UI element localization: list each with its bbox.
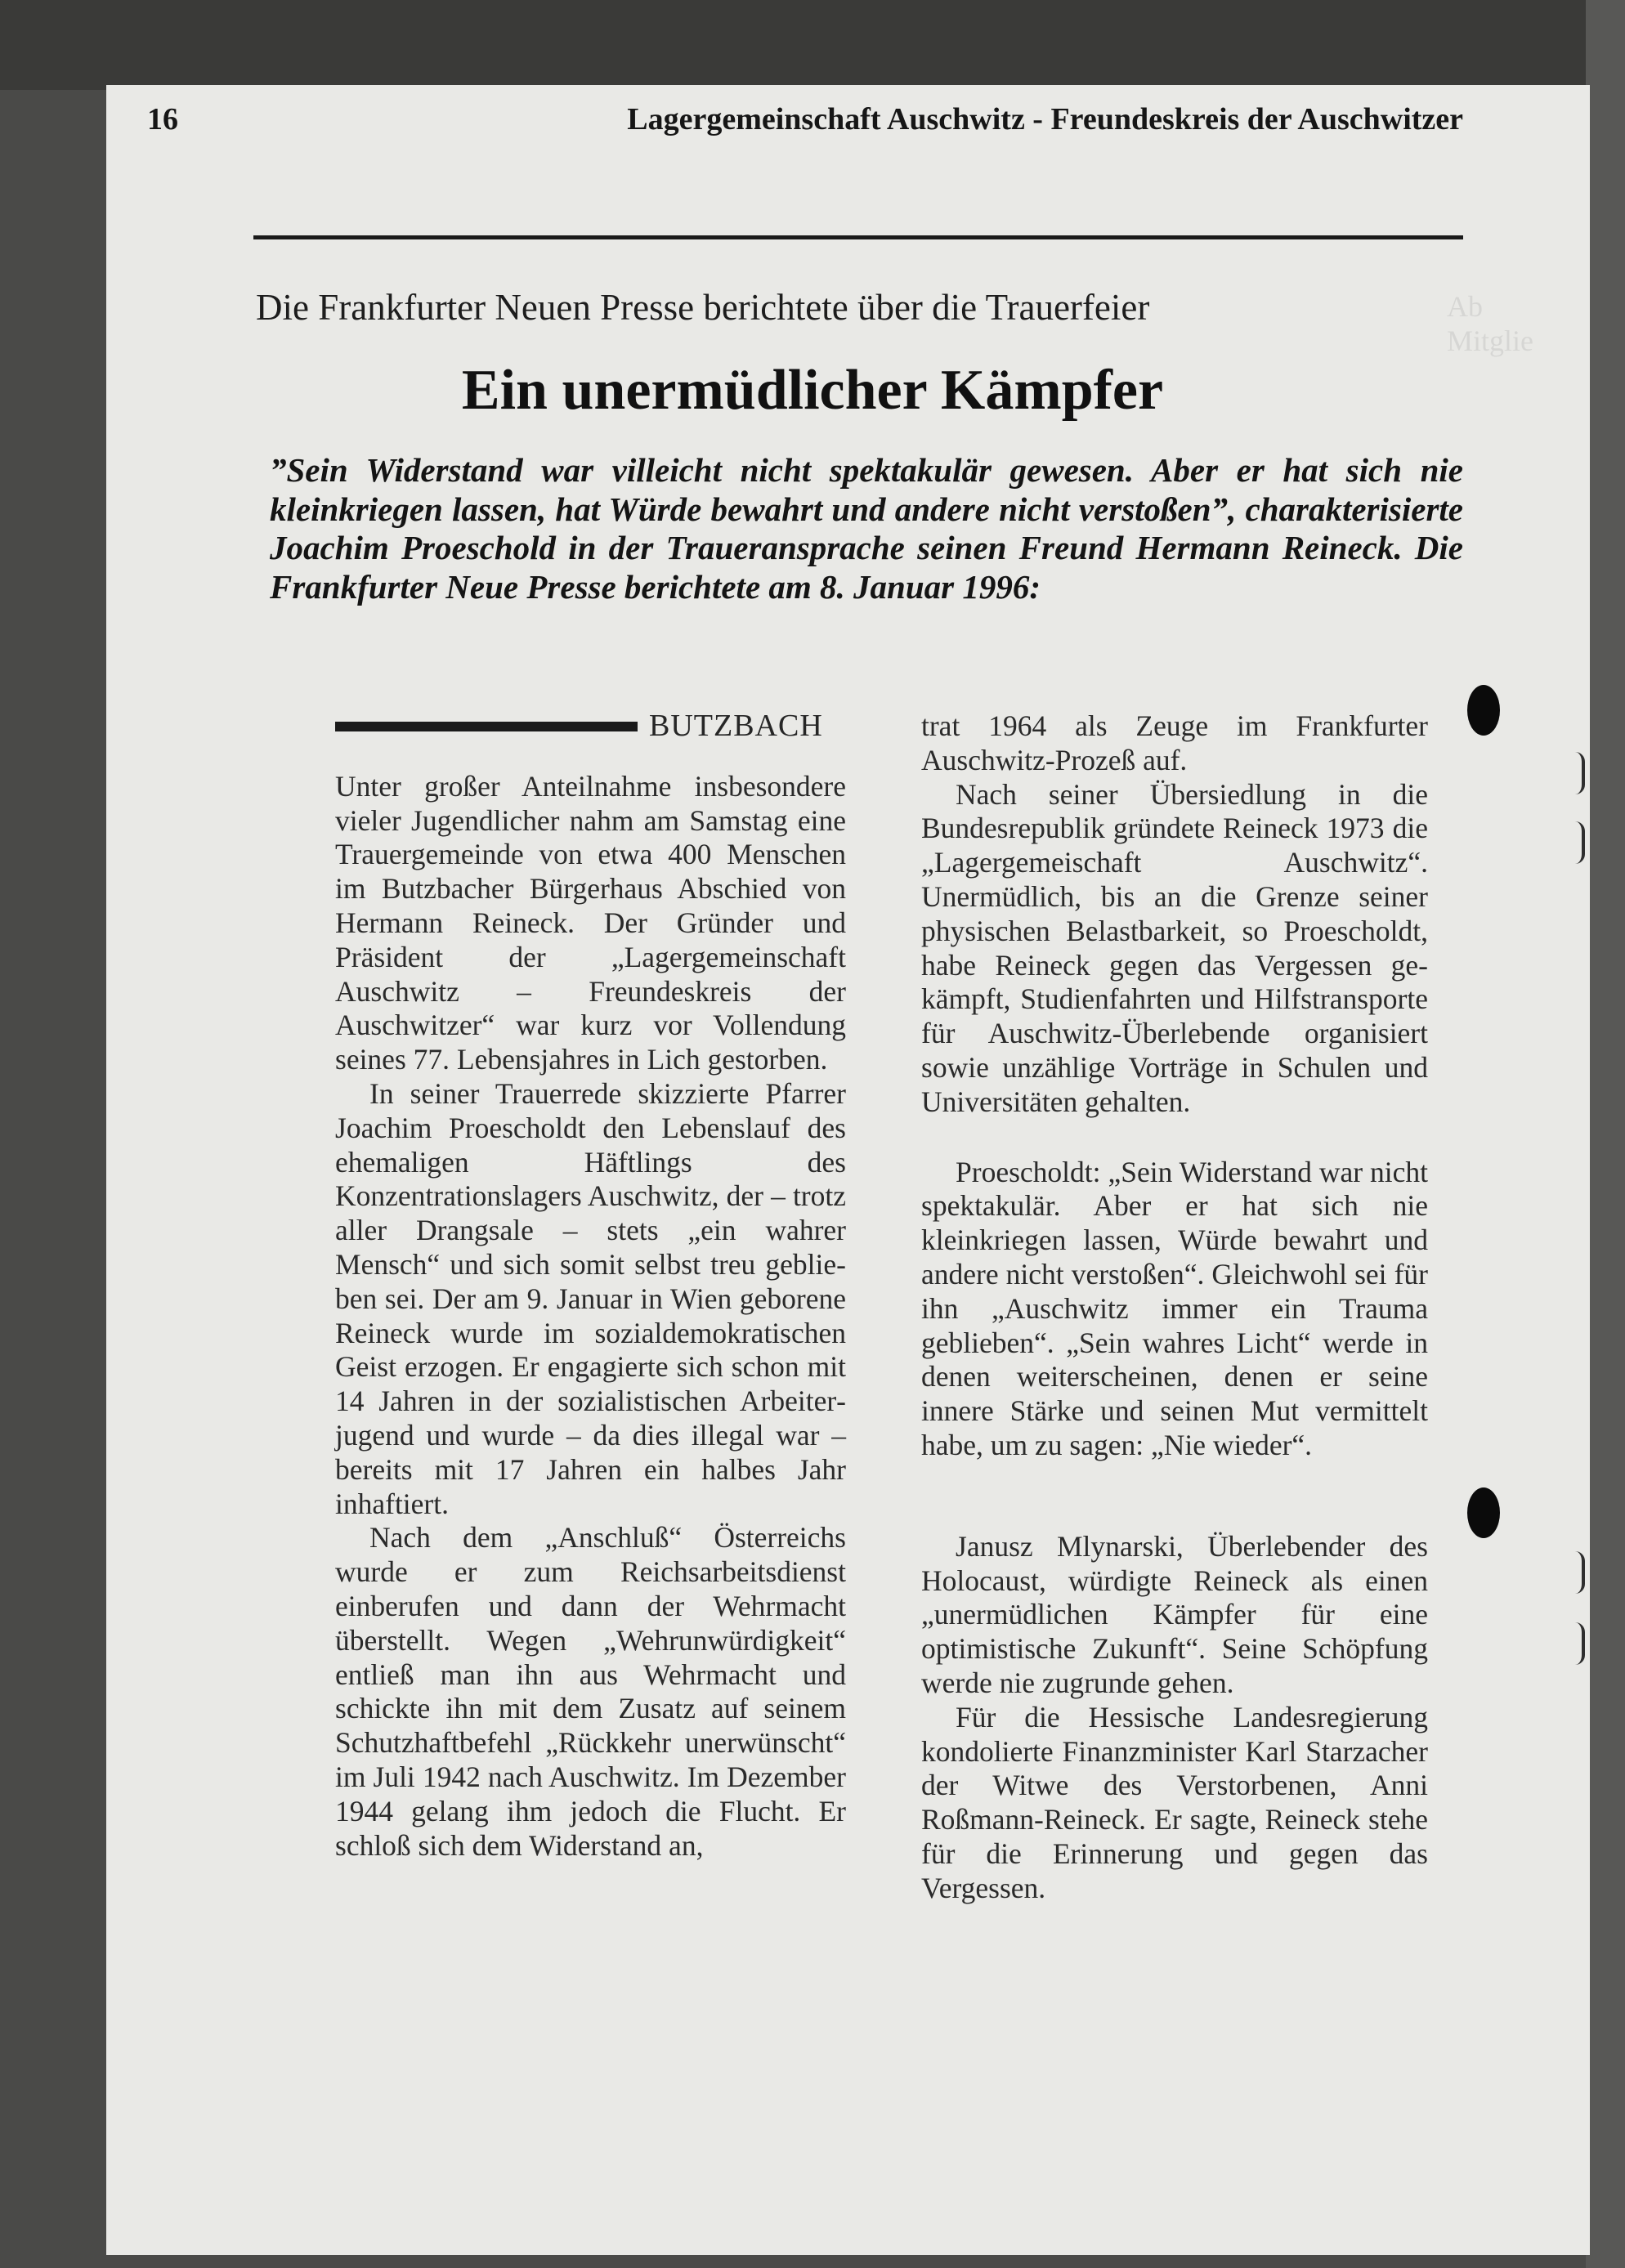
dateline-bar (335, 722, 638, 731)
paragraph: Janusz Mlynarski, Überlebender des Holocaust, würdigte Reineck als einen „unermüdlichen Kämpfer für eine optimistische Zukunft“. Seine Schöpfung werde nie zugrunde gehen. (921, 1529, 1428, 1699)
running-head: Lagergemeinschaft Auschwitz - Freundeskreis der Auschwitzer (627, 102, 1463, 136)
header-rule (253, 235, 1463, 239)
show-through-text: Ab Mitglie (1447, 290, 1533, 357)
scan-background-right (1586, 0, 1625, 2268)
binder-clip (1574, 1551, 1585, 1594)
paragraph: Für die Hessische Landesregierung kondolierte Finanzminister Karl Starzacher der Witwe des Verstorbenen, Anni Roßmann-Reineck. Er sagte, Reineck stehe für die Erinnerung und gegen das Vergessen. (921, 1700, 1428, 1904)
binder-hole (1467, 685, 1500, 736)
binder-clip (1574, 821, 1585, 864)
paragraph: Nach dem „Anschluß“ Österreichs wurde er zum Reichsarbeitsdienst einberufen und dann der Wehrmacht überstellt. Wegen „Wehrunwürdigkeit“ entließ man ihn aus Wehrmacht und schickte ihn mit dem Zusatz auf seinem Schutzhaftbefehl „Rückkehr unerwünscht“ im Juli 1942 nach Auschwitz. Im Dezember 1944 gelang ihm jedoch die Flucht. Er schloß sich dem Widerstand an, (335, 1521, 846, 1862)
dateline (335, 709, 846, 744)
paragraph: trat 1964 als Zeuge im Frankfurter Auschwitz-Prozeß auf. (921, 709, 1428, 776)
article-column-1 (335, 709, 846, 1863)
dateline-text: BUTZBACH (649, 709, 823, 743)
article-headline: Ein unermüdlicher Kämpfer (461, 359, 1164, 422)
paragraph: In seiner Trauerrede skizzierte Pfarrer Joachim Proescholdt den Lebenslauf des ehemaligen Häftlings des Konzentrationslagers Auschwitz, der – trotz aller Drangsale – stets „ein wahrer Mensch“ und sich somit selbst treu geblieben sei. Der am 9. Januar in Wien geborene Reineck wurde im sozialdemokratischen Geist erzogen. Er engagierte sich schon mit 14 Jahren in der sozialistischen Arbeiterjugend und wurde – da dies illegal war – bereits mit 17 Jahren ein halbes Jahr inhaftiert. (335, 1076, 846, 1520)
scan-background-top (0, 0, 1625, 90)
article-column-2 (921, 709, 1428, 1906)
binder-clip (1574, 752, 1585, 794)
binder-clip (1574, 1622, 1585, 1665)
article-kicker: Die Frankfurter Neuen Presse berichtete über die Trauerfeier (256, 287, 1150, 328)
paragraph: Proescholdt: „Sein Widerstand war nicht spektakulär. Aber er hat sich nie kleinkriegen lassen, Würde bewahrt und andere nicht verstoßen“. Gleichwohl sei für ihn „Auschwitz immer ein Trauma geblieben“. „Sein wahres Licht“ werde in denen weiterscheinen, denen er seine innere Stärke und seinen Mut vermittelt habe, um zu sagen: „Nie wieder“. (921, 1155, 1428, 1461)
binder-hole (1467, 1487, 1500, 1538)
paragraph: Nach seiner Übersiedlung in die Bundesrepublik gründete Reineck 1973 die „Lagergemeischaft Auschwitz“. Unermüdlich, bis an die Grenze seiner physischen Belastbarkeit, so Proescholdt, habe Reineck gegen das Vergessen gekämpft, Studienfahrten und Hilfstransporte für Auschwitz-Überlebende organisiert sowie unzählige Vorträge in Schulen und Universitäten gehalten. (921, 777, 1428, 1118)
page-number: 16 (147, 102, 178, 136)
article-lead: ”Sein Widerstand war villeicht nicht spektakulär gewesen. Aber er hat sich nie kleinkriegen lassen, hat Würde bewahrt und andere nicht verstoßen”, charakterisierte Joachim Proeschold in der Traueransprache seinen Freund Hermann Reineck. Die Frankfurter Neue Presse berichtete am 8. Januar 1996: (270, 451, 1463, 606)
page-header (147, 101, 1463, 150)
paragraph: Unter großer Anteilnahme insbesondere vieler Jugendlicher nahm am Samstag eine Trauergemeinde von etwa 400 Menschen im Butzbacher Bürgerhaus Abschied von Hermann Reineck. Der Gründer und Präsident der „Lagergemeinschaft Auschwitz – Freundeskreis der Auschwitzer“ war kurz vor Vollendung seines 77. Lebensjahres in Lich gestorben. (335, 769, 846, 1076)
